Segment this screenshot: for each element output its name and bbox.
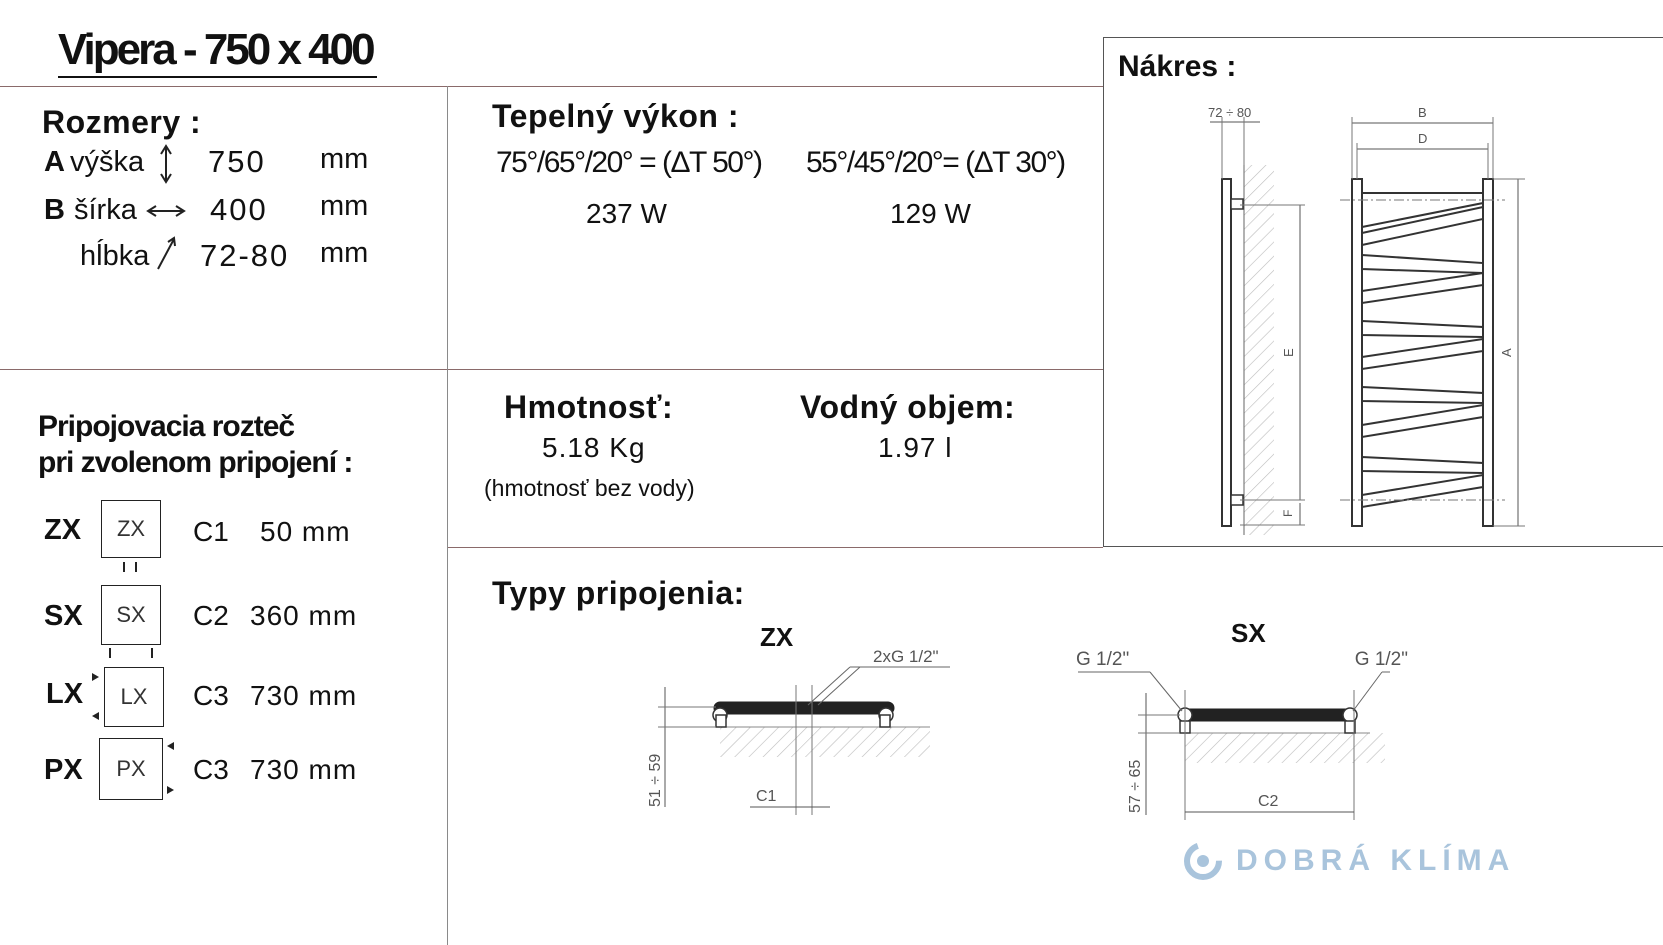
logo-text: DOBRÁ KLÍMA <box>1236 844 1516 877</box>
spacing-c-lx: C3 <box>193 680 229 711</box>
radiator-technical-drawing <box>1180 95 1560 540</box>
dimensions-heading: Rozmery : <box>42 104 202 140</box>
connection-box-zx: ZX <box>101 500 161 558</box>
spacing-code-px: PX <box>44 754 83 786</box>
dim-b-value: 400 <box>210 192 268 227</box>
dim-b-unit: mm <box>320 190 369 222</box>
weight-note: (hmotnosť bez vody) <box>484 475 695 501</box>
front-right-rail <box>1483 179 1493 526</box>
zx-connection-diagram <box>630 635 970 825</box>
page-title: Vipera - 750 x 400 <box>58 24 377 78</box>
connection-box-sx: SX <box>101 585 161 645</box>
dim-a-value: 750 <box>208 144 266 179</box>
spacing-value-px: 730 mm <box>250 754 358 785</box>
connection-box-lx: LX <box>104 667 164 727</box>
e-dimension-label: E <box>1281 348 1296 357</box>
weight-heading: Hmotnosť: <box>504 389 674 425</box>
spacing-value-sx: 360 mm <box>250 600 358 631</box>
heat-condition-1: 75°/65°/20° = (ΔT 50°) <box>496 146 762 179</box>
b-dimension-label: B <box>1418 105 1427 120</box>
zx-c1-label: C1 <box>756 788 777 805</box>
heat-output-heading: Tepelný výkon : <box>492 98 739 134</box>
front-left-rail <box>1352 179 1362 526</box>
dim-depth-name: hĺbka <box>80 240 150 272</box>
drawing-frame-left <box>1103 37 1104 547</box>
sx-connection-diagram <box>1070 635 1408 830</box>
spacing-c-zx: C1 <box>193 516 229 547</box>
zx-diagram-label: ZX <box>760 622 794 652</box>
front-view-bars <box>1362 193 1483 507</box>
water-volume-heading: Vodný objem: <box>800 389 1016 425</box>
lx-side-arrows-icon <box>90 670 102 724</box>
dim-b-name: šírka <box>74 194 137 226</box>
horizontal-arrow-icon <box>146 203 186 219</box>
drawing-frame-top <box>1103 37 1663 38</box>
drawing-frame-bottom <box>1103 546 1663 547</box>
dim-a-unit: mm <box>320 143 369 175</box>
spacing-heading-line2: pri zvolenom pripojení : <box>38 446 353 479</box>
divider-top <box>0 86 1103 87</box>
brand-logo <box>1182 838 1515 884</box>
depth-dimension-label: 72 ÷ 80 <box>1208 105 1252 120</box>
spacing-c-sx: C2 <box>193 600 229 631</box>
sx-c2-label: C2 <box>1258 793 1279 810</box>
diagonal-arrow-icon <box>154 236 178 272</box>
spacing-c-px: C3 <box>193 754 229 785</box>
px-side-arrows-icon <box>163 738 177 798</box>
divider-middle <box>0 369 1103 370</box>
sx-height-label: 57 ÷ 65 <box>1127 759 1144 813</box>
wall-hatch <box>1244 165 1274 535</box>
dim-depth-value: 72-80 <box>200 238 290 273</box>
sx-thread-right-label: G 1/2" <box>1354 649 1408 670</box>
zx-height-label: 51 ÷ 59 <box>647 753 664 807</box>
sx-pipes-icon <box>101 648 161 660</box>
heat-value-2: 129 W <box>890 198 971 229</box>
divider-lower <box>448 547 1103 548</box>
dim-depth-unit: mm <box>320 237 369 269</box>
water-volume-value: 1.97 l <box>878 432 953 463</box>
zx-thread-label: 2xG 1/2" <box>873 647 939 666</box>
sx-thread-left-label: G 1/2" <box>1076 649 1130 670</box>
spacing-value-zx: 50 mm <box>260 516 351 547</box>
sx-diagram-label: SX <box>1231 618 1266 648</box>
dim-a-letter: A <box>44 146 65 178</box>
connection-types-heading: Typy pripojenia: <box>492 575 745 611</box>
f-dimension-label: F <box>1281 509 1295 517</box>
spacing-heading-line1: Pripojovacia rozteč <box>38 410 295 443</box>
dim-a-name: výška <box>70 146 145 178</box>
d-dimension-label: D <box>1418 131 1428 146</box>
dim-b-letter: B <box>44 194 65 226</box>
connection-box-px: PX <box>99 738 163 800</box>
logo-mark-icon <box>1182 840 1224 882</box>
drawing-heading: Nákres : <box>1118 50 1237 83</box>
a-dimension-label: A <box>1499 348 1514 357</box>
heat-condition-2: 55°/45°/20°= (ΔT 30°) <box>806 146 1065 179</box>
side-view-profile <box>1222 179 1231 526</box>
zx-pipes-icon <box>118 562 142 574</box>
vertical-arrow-icon <box>158 144 174 184</box>
heat-value-1: 237 W <box>586 198 667 229</box>
spacing-value-lx: 730 mm <box>250 680 358 711</box>
spacing-code-lx: LX <box>46 678 84 710</box>
spacing-code-sx: SX <box>44 600 83 632</box>
spacing-code-zx: ZX <box>44 514 82 546</box>
divider-vertical-left <box>447 86 448 945</box>
weight-value: 5.18 Kg <box>542 432 646 463</box>
